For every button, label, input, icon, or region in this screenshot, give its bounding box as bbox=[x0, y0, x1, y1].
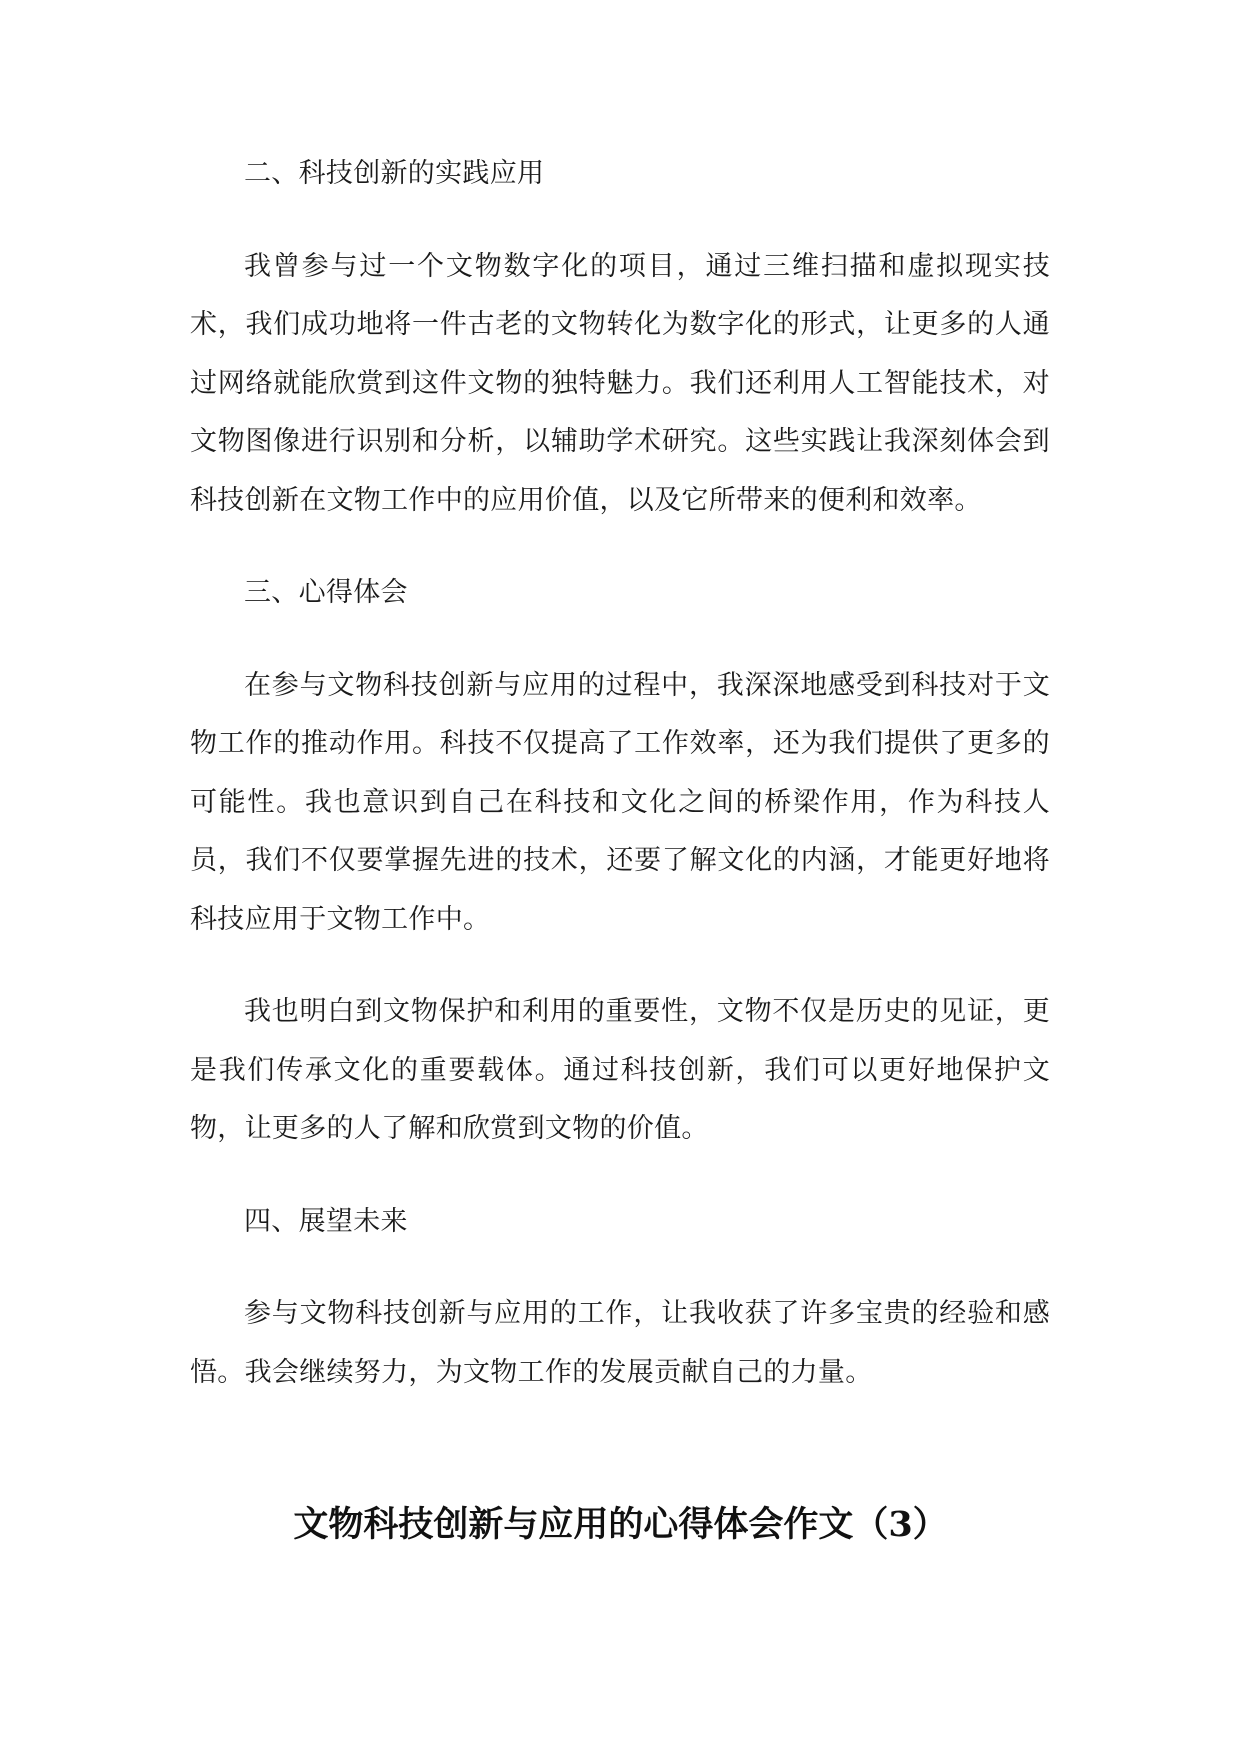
section-heading-practice: 二、科技创新的实践应用 bbox=[244, 158, 545, 189]
paragraph-reflection-1: 在参与文物科技创新与应用的过程中，我深深地感受到科技对于文物工作的推动作用。科技不仅提高了工作效率，还为我们提供了更多的可能性。我也意识到自己在科技和文化之间的桥梁作用，作为科技人员，我们不仅要掌握先进的技术，还要了解文化的内涵，才能更好地将科技应用于文物工作中。 bbox=[190, 669, 1050, 935]
paragraph-reflection-2: 我也明白到文物保护和利用的重要性，文物不仅是历史的见证，更是我们传承文化的重要载体。通过科技创新，我们可以更好地保护文物，让更多的人了解和欣赏到文物的价值。 bbox=[190, 996, 1050, 1144]
section-heading-outlook: 四、展望未来 bbox=[244, 1205, 408, 1237]
paragraph-practice: 我曾参与过一个文物数字化的项目，通过三维扫描和虚拟现实技术，我们成功地将一件古老的文物转化为数字化的形式，让更多的人通过网络就能欣赏到这件文物的独特魅力。我们还利用人工智能技术，对文物图像进行识别和分析，以辅助学术研究。这些实践让我深刻体会到科技创新在文物工作中的应用价值，以及它所带来的便利和效率。 bbox=[190, 250, 1050, 516]
document-body bbox=[190, 145, 1050, 1402]
paragraph-outlook: 参与文物科技创新与应用的工作，让我收获了许多宝贵的经验和感悟。我会继续努力，为文物工作的发展贡献自己的力量。 bbox=[190, 1298, 1050, 1388]
section-heading-reflection: 三、心得体会 bbox=[244, 577, 408, 608]
essay-title: 文物科技创新与应用的心得体会作文（3） bbox=[293, 1504, 948, 1545]
